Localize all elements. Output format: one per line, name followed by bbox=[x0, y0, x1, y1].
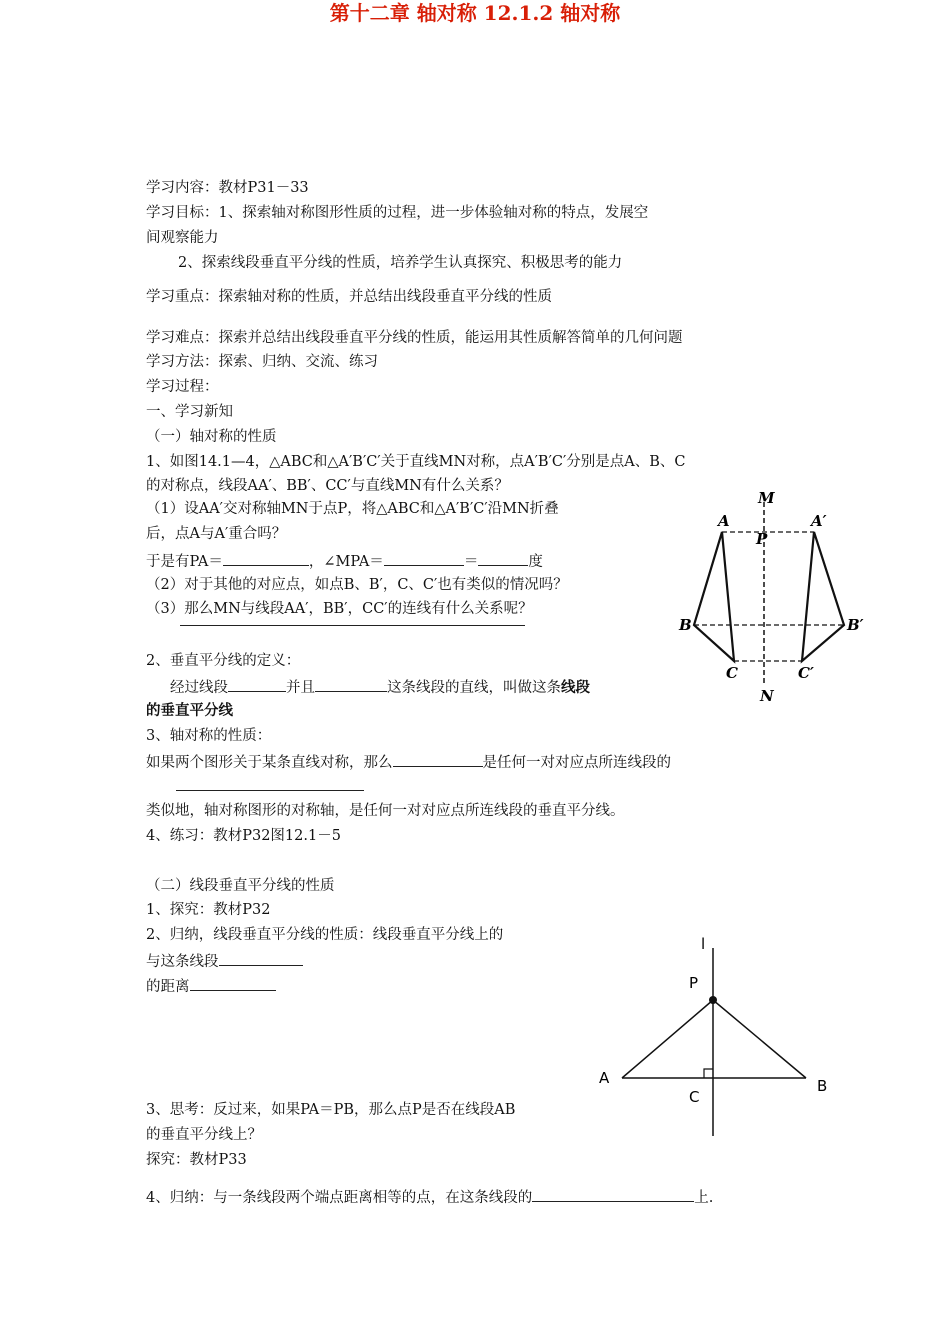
question-3b-pre: 如果两个图形关于某条直线对称，那么 bbox=[146, 755, 393, 771]
segment-pb bbox=[713, 1000, 806, 1078]
answer-line-3 bbox=[176, 790, 364, 791]
point-p-dot bbox=[709, 996, 717, 1004]
question-1b: 的对称点，线段AA′、BB′、CC′与直线MN有什么关系？ bbox=[146, 478, 509, 494]
question-1f: （3）那么MN与线段AA′，BB′，CC′的连线有什么关系呢？ bbox=[146, 601, 533, 617]
label-p2: P bbox=[689, 974, 699, 992]
blank-degrees bbox=[478, 550, 528, 566]
question-1d-mid1: ，∠MPA＝ bbox=[308, 554, 384, 570]
label-p: P bbox=[756, 530, 768, 548]
blank-summary-2c bbox=[190, 975, 276, 991]
summary-2b bbox=[146, 950, 303, 972]
think-3a: 3、思考：反过来，如果PA＝PB，那么点P是否在线段AB bbox=[146, 1102, 516, 1118]
study-goal-1a: 学习目标：1、探索轴对称图形性质的过程，进一步体验轴对称的特点，发展空 bbox=[146, 205, 649, 221]
label-b-prime: B′ bbox=[847, 616, 864, 634]
study-difficulty: 学习难点：探索并总结出线段垂直平分线的性质，能运用其性质解答简单的几何问题 bbox=[146, 330, 683, 346]
blank-definition-1 bbox=[228, 676, 286, 692]
question-1e: （2）对于其他的对应点，如点B、B′，C、C′也有类似的情况吗？ bbox=[146, 577, 568, 593]
study-process: 学习过程： bbox=[146, 379, 219, 395]
summary-2b-text: 与这条线段 bbox=[146, 954, 219, 970]
blank-definition-2 bbox=[315, 676, 387, 692]
question-3b-post: 是任何一对对应点所连线段的 bbox=[482, 755, 671, 771]
question-1c-line2: 后，点A与A′重合吗？ bbox=[146, 526, 287, 542]
label-c2: C bbox=[689, 1088, 700, 1106]
summary-4-post: 上. bbox=[694, 1190, 714, 1206]
question-1d-post: 度 bbox=[528, 554, 543, 570]
question-2: 2、垂直平分线的定义： bbox=[146, 653, 301, 669]
label-m: M bbox=[758, 489, 775, 507]
blank-summary-4 bbox=[532, 1186, 694, 1202]
definition-end: 的垂直平分线 bbox=[146, 702, 233, 719]
segment-pa bbox=[622, 1000, 713, 1078]
question-1a: 1、如图14.1—4，△ABC和△A′B′C′关于直线MN对称，点A′B′C′分别是点A、B、C bbox=[146, 454, 686, 470]
study-goal-1b: 间观察能力 bbox=[146, 230, 219, 246]
question-1c-line1: （1）设AA′交对称轴MN于点P，将△ABC和△A′B′C′沿MN折叠 bbox=[146, 501, 559, 517]
right-angle-mark bbox=[704, 1069, 713, 1078]
question-4: 4、练习：教材P32图12.1－5 bbox=[146, 828, 341, 844]
summary-4 bbox=[146, 1186, 713, 1208]
question-3d: 类似地，轴对称图形的对称轴，是任何一对对应点所连线段的垂直平分线。 bbox=[146, 803, 625, 819]
label-b2: B bbox=[817, 1077, 828, 1095]
blank-summary-2b bbox=[219, 950, 303, 966]
label-a2: A bbox=[599, 1069, 610, 1087]
study-content: 学习内容：教材P31－33 bbox=[146, 180, 309, 196]
think-3b: 的垂直平分线上？ bbox=[146, 1127, 262, 1143]
study-key-point: 学习重点：探索轴对称的性质，并总结出线段垂直平分线的性质 bbox=[146, 289, 552, 305]
label-b: B bbox=[679, 616, 692, 634]
definition-post: 这条线段的直线，叫做这条 bbox=[387, 680, 561, 696]
page-title: 第十二章 轴对称 12.1.2 轴对称 bbox=[329, 1, 621, 25]
label-n: N bbox=[760, 687, 774, 705]
explore-3c: 探究：教材P33 bbox=[146, 1152, 247, 1168]
blank-angle-mpa bbox=[384, 550, 464, 566]
figure-triangles-symmetry bbox=[672, 488, 867, 706]
question-3: 3、轴对称的性质： bbox=[146, 728, 272, 744]
subsection-heading-1: （一）轴对称的性质 bbox=[146, 429, 277, 445]
summary-2c bbox=[146, 975, 276, 997]
label-c-prime: C′ bbox=[798, 664, 814, 682]
definition-bold: 线段 bbox=[561, 679, 590, 696]
definition-mid: 并且 bbox=[286, 680, 315, 696]
section-heading-1: 一、学习新知 bbox=[146, 404, 233, 420]
question-1d-mid2: ＝ bbox=[463, 554, 479, 570]
blank-pa bbox=[223, 550, 309, 566]
label-l: l bbox=[701, 935, 706, 953]
summary-2a: 2、归纳，线段垂直平分线的性质：线段垂直平分线上的 bbox=[146, 927, 504, 943]
label-a-prime: A′ bbox=[811, 512, 827, 530]
explore-1: 1、探究：教材P32 bbox=[146, 902, 271, 918]
figure-perpendicular-bisector bbox=[590, 928, 840, 1140]
question-1d-pre: 于是有PA＝ bbox=[146, 554, 223, 570]
study-method: 学习方法：探索、归纳、交流、练习 bbox=[146, 354, 378, 370]
label-c: C bbox=[726, 664, 738, 682]
summary-4-pre: 4、归纳：与一条线段两个端点距离相等的点，在这条线段的 bbox=[146, 1190, 533, 1206]
blank-symmetry-axis bbox=[393, 751, 483, 767]
study-goal-2: 2、探索线段垂直平分线的性质，培养学生认真探究、积极思考的能力 bbox=[178, 255, 623, 271]
answer-line-1f bbox=[180, 625, 525, 626]
question-1d bbox=[146, 550, 543, 572]
triangle-a2b2c2 bbox=[802, 532, 844, 661]
label-a: A bbox=[718, 512, 730, 530]
subsection-heading-2: （二）线段垂直平分线的性质 bbox=[146, 878, 335, 894]
summary-2c-text: 的距离 bbox=[146, 979, 190, 995]
definition-line bbox=[170, 676, 590, 698]
triangle-abc bbox=[694, 532, 734, 661]
definition-pre: 经过线段 bbox=[170, 680, 228, 696]
question-3b bbox=[146, 751, 671, 773]
